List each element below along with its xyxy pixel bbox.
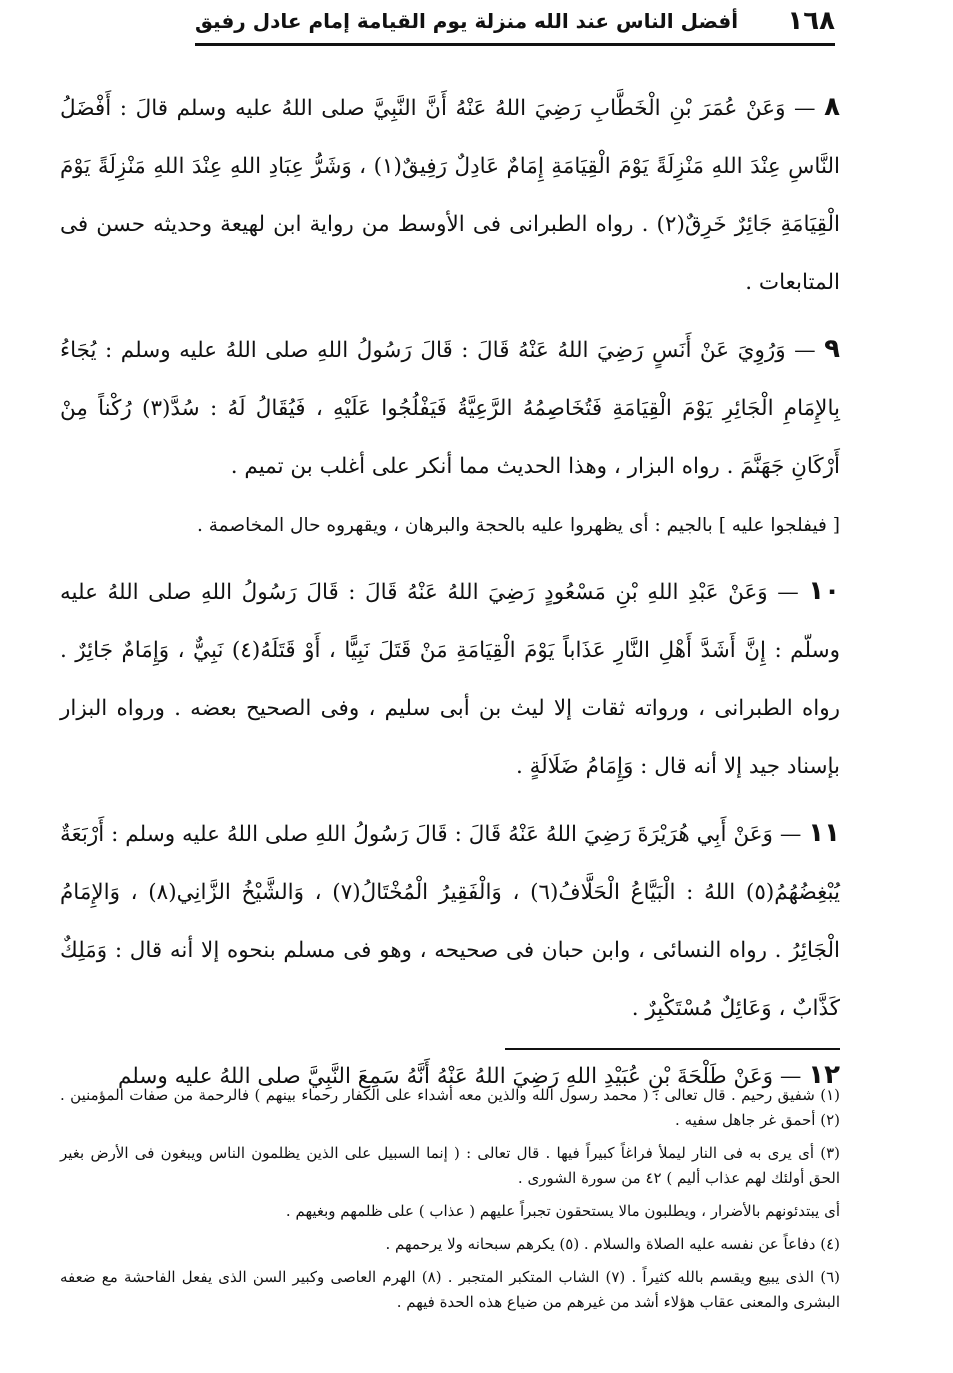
hadith-10 [60,562,840,796]
hadith-number: ١١ [808,818,840,848]
hadith-number: ٩ [824,334,840,364]
hadith-text: — وَعَنْ أَبِي هُرَيْرَةَ رَضِيَ اللهُ عَنْهُ قَالَ : قَالَ رَسُولُ اللهِ صلى اللهُ عليه وسلم : أَرْبَعَةٌ يُبْغِضُهُمُ(٥) اللهُ : الْبَيَّاعُ الْحَلَّافُ(٦) ، وَالْفَقِيرُ الْمُخْتَالُ(٧) ، وَالشَّيْخُ الزَّانِي(٨) ، وَالإِمَامُ الْجَائِرُ . رواه النسائى ، وابن حبان فى صحيحه ، وهو فى مسلم بنحوه إلا أنه قال : وَمَلِكٌ كَذَّابٌ ، وَعَائِلٌ مُسْتَكْبِرٌ . [60,822,840,1021]
footnote: (١) شفيق رحيم . قال تعالى : ( محمد رسول الله والذين معه أشداء على الكفار رحماء بينهم ) فالرحمة من صفات المؤمنين . (٢) أحمق غر جاهل سفيه . [60,1086,840,1129]
hadith-9 [60,320,840,496]
footnote: أى يبتدئونهم بالأضرار ، ويطلبون مالا يستحقون تجبراً عليهم ( عذاب ) على ظلمهم وبغيهم . [285,1202,840,1220]
word-gloss: [ فيفلجوا عليه ] بالجيم : أى يظهروا عليه بالحجة والبرهان ، ويقهروه حال المخاصمة . [196,515,840,536]
footnotes [60,1083,840,1323]
hadith-11 [60,804,840,1038]
footnote: (٦) الذى يبيع ويقسم بالله كثيراً . (٧) الشاب المتكبر المتجبر . (٨) الهرم العاصى وكبير السن الذى يفعل الفاحشة مع ضعفه البشرى والمعنى عقاب هؤلاء أشد من غيرهم من ضياع هذه الحدة فيهم . [60,1268,840,1311]
hadith-text: — وَعَنْ عَبْدِ اللهِ بْنِ مَسْعُودٍ رَضِيَ اللهُ عَنْهُ قَالَ : قَالَ رَسُولُ اللهِ صلى اللهُ عليه وسلّم : إِنَّ أَشَدَّ أَهْلِ النَّارِ عَذَاباً يَوْمَ الْقِيَامَةِ مَنْ قَتَلَ نَبِيًّا ، أَوْ قَتَلَهُ(٤) نَبِيٌّ ، وَإِمَامٌ جَائِرٌ . رواه الطبرانى ، ورواته ثقات إلا ليث بن أبى سليم ، وفى الصحيح بعضه . ورواه البزار بإسناد جيد إلا أنه قال : وَإِمَامُ ضَلَالَةٍ . [60,580,840,779]
hadith-8 [60,78,840,312]
main-text [60,78,840,1114]
hadith-text: — وَعَنْ طَلْحَةَ بْنِ عُبَيْدِ اللهِ رَضِيَ اللهُ عَنْهُ أَنَّهُ سَمِعَ النَّبِيَّ صلى اللهُ عليه وسلم [117,1064,802,1089]
hadith-text: — وَرُوِيَ عَنْ أَنَسٍ رَضِيَ اللهُ عَنْهُ قَالَ : قَالَ رَسُولُ اللهِ صلى اللهُ عليه وسلم : يُجَاءُ بِالإِمَامِ الْجَائِرِ يَوْمَ الْقِيَامَةِ فَتُخَاصِمُهُ الرَّعِيَّةُ فَيَفْلُجُوا عَلَيْهِ ، فَيُقَالُ لَهُ : سُدَّ(٣) رُكْناً مِنْ أَرْكَانِ جَهَنَّمَ . رواه البزار ، وهذا الحديث مما أنكر على أغلب بن تميم . [60,338,840,479]
footnote: (٤) دفاعاً عن نفسه عليه الصلاة والسلام . (٥) يكرهم سبحانه ولا يرحمهم . [385,1235,840,1253]
footnote: (٣) أى يرى به فى النار ليملأ فراغاً كبيراً فيها . قال تعالى : ( إنما السبيل على الذين يظلمون الناس ويبغون فى الأرض بغير الحق أولئك لهم عذاب أليم ) ٤٢ من سورة الشورى . [60,1144,840,1187]
footnote-divider [505,1048,840,1050]
hadith-number: ٨ [824,92,840,122]
page-header [195,2,835,46]
hadith-number: ١٠ [808,576,840,606]
hadith-number: ١٢ [808,1060,840,1090]
running-title: أفضل الناس عند الله منزلة يوم القيامة إمام عادل رفيق [195,8,739,33]
hadith-text: — وَعَنْ عُمَرَ بْنِ الْخَطَّابِ رَضِيَ اللهُ عَنْهُ أَنَّ النَّبِيَّ صلى اللهُ عليه وسلم قالَ : أَفْضَلُ النَّاسِ عِنْدَ اللهِ مَنْزِلَةً يَوْمَ الْقِيَامَةِ إِمَامٌ عَادِلٌ رَفِيقٌ(١) ، وَشَرُّ عِبَادِ اللهِ عِنْدَ اللهِ مَنْزِلَةً يَوْمَ الْقِيَامَةِ جَائِرٌ خَرِقٌ(٢) . رواه الطبرانى فى الأوسط من رواية ابن لهيعة وحديثه حسن فى المتابعات . [60,96,840,295]
page-number: ١٦٨ [787,5,835,36]
